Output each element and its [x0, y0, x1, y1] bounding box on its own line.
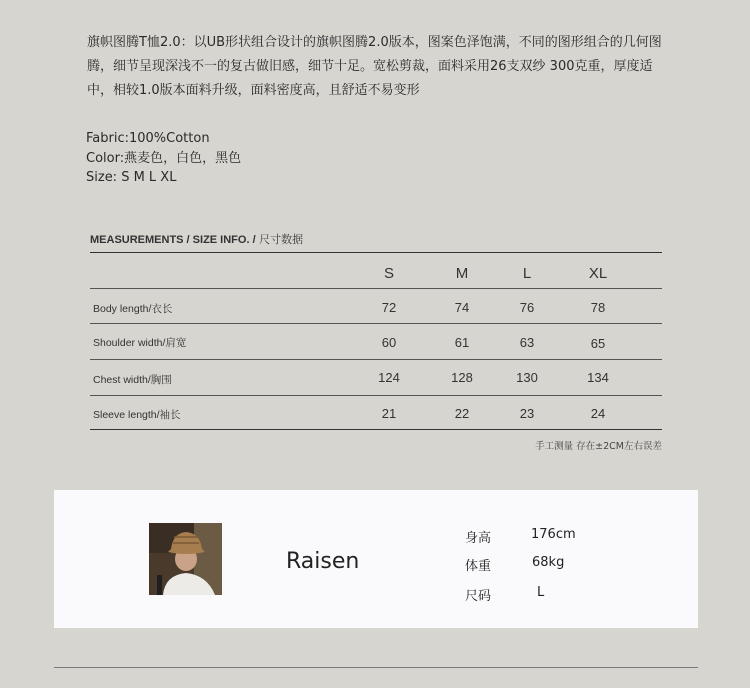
size-spec: Size: S M L XL: [86, 170, 177, 185]
table-rule: [90, 252, 662, 253]
weight-label: 体重: [465, 559, 492, 574]
height-value: 176cm: [531, 527, 576, 542]
table-cell: 72: [381, 300, 397, 315]
measurements-heading: [90, 231, 303, 247]
measurement-note: 手工测量 存在±2CM左右误差: [535, 441, 662, 452]
product-specs: [86, 129, 241, 188]
row-label: Sleeve length/袖长: [93, 409, 181, 421]
table-rule: [90, 395, 662, 396]
product-description: 旗帜图腾T恤2.0：以UB形状组合设计的旗帜图腾2.0版本，图案色泽饱满，不同的图形组合的几何图腾，细节呈现深浅不一的复古做旧感，细节十足。宽松剪裁，面料采用26支双纱 300克重，厚度适中，相较1.0版本面料升级，面料密度高，且舒适不易变形: [87, 35, 662, 98]
row-label: Shoulder width/肩宽: [93, 337, 187, 349]
size-value: L: [537, 585, 545, 600]
size-header: XL: [588, 265, 608, 282]
table-rule: [90, 323, 662, 324]
table-cell: 74: [454, 300, 470, 315]
table-rule: [90, 288, 662, 289]
weight-value: 68kg: [532, 555, 565, 570]
table-cell: 76: [519, 300, 535, 315]
table-cell: 124: [378, 370, 400, 385]
model-card: [54, 490, 698, 628]
table-rule: [90, 429, 662, 430]
table-cell: 134: [587, 370, 609, 385]
table-cell: 78: [590, 300, 606, 315]
table-cell: 128: [451, 370, 473, 385]
row-label: Chest width/胸围: [93, 374, 172, 386]
table-cell: 23: [519, 406, 535, 421]
table-cell: 24: [590, 406, 606, 421]
divider: [54, 667, 698, 668]
model-photo: [149, 523, 222, 595]
table-cell: 61: [454, 335, 470, 350]
table-cell: 130: [516, 370, 538, 385]
fabric-spec: Fabric:100%Cotton: [86, 131, 210, 146]
height-label: 身高: [465, 531, 492, 546]
measurements-heading-zh: 尺寸数据: [259, 233, 304, 246]
table-cell: 22: [454, 406, 470, 421]
row-label: Body length/衣长: [93, 303, 173, 315]
size-header: M: [455, 265, 469, 282]
size-label: 尺码: [465, 589, 492, 604]
measurements-heading-en: MEASUREMENTS / SIZE INFO. /: [90, 234, 256, 246]
table-rule: [90, 359, 662, 360]
table-cell: 65: [590, 336, 606, 351]
model-name: Raisen: [286, 549, 360, 574]
table-cell: 21: [381, 406, 397, 421]
size-header: S: [383, 265, 395, 282]
table-cell: 60: [381, 335, 397, 350]
size-header: L: [522, 265, 532, 282]
color-spec: Color:燕麦色，白色，黑色: [86, 150, 242, 166]
table-cell: 63: [519, 335, 535, 350]
